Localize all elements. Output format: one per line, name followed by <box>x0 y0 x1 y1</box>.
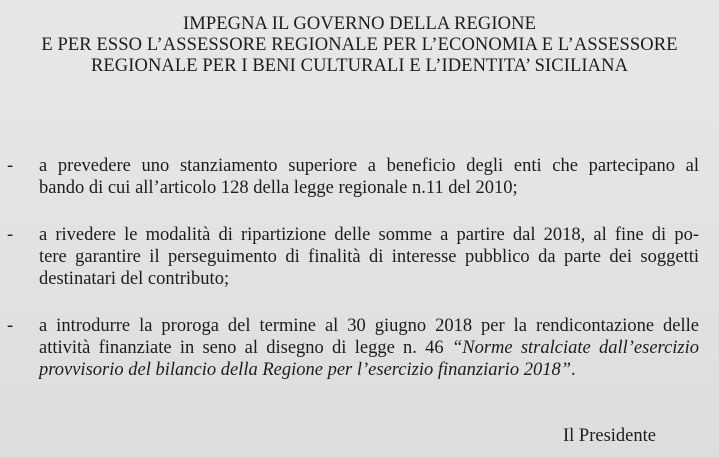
text-line <box>39 359 699 381</box>
commitment-text <box>39 315 699 381</box>
bullet-dash: - <box>7 156 14 176</box>
bullet-dash: - <box>7 225 14 245</box>
text-line: destinatari del contributo; <box>39 269 230 289</box>
heading-line-3: REGIONALE PER I BENI CULTURALI E L’IDENTITA’ SICILIANA <box>90 56 629 76</box>
signature: Il Presidente <box>563 426 656 446</box>
text-line: bando di cui all’articolo 128 della legge regionale n.11 del 2010; <box>39 178 518 198</box>
document-heading <box>0 14 719 77</box>
text-segment: . <box>570 360 576 380</box>
text-line: a prevedere uno stanziamento superiore a beneficio degli enti che partecipano al <box>39 156 699 176</box>
heading-line-1: IMPEGNA IL GOVERNO DELLA REGIONE <box>183 14 536 34</box>
text-line: tere garantire il perseguimento di finalità di interesse pubblico da parte dei soggetti <box>39 247 699 267</box>
bullet-dash: - <box>7 316 14 336</box>
commitment-text <box>39 155 699 199</box>
quoted-law-title: “Norme stralciate dall’esercizio <box>451 338 700 358</box>
text-line: a introdurre la proroga del termine al 30 giugno 2018 per la rendicontazione delle <box>39 316 699 336</box>
text-segment: attività finanziate in seno al disegno di legge n. 46 <box>39 338 452 358</box>
text-line <box>39 337 699 359</box>
heading-line-2: E PER ESSO L’ASSESSORE REGIONALE PER L’ECONOMIA E L’ASSESSORE <box>41 35 678 55</box>
text-line: a rivedere le modalità di ripartizione delle somme a partire dal 2018, al fine di po- <box>39 225 699 245</box>
commitment-text <box>39 224 699 290</box>
quoted-law-title-cont: provvisorio del bilancio della Regione per l’esercizio finanziario 2018” <box>39 360 571 380</box>
